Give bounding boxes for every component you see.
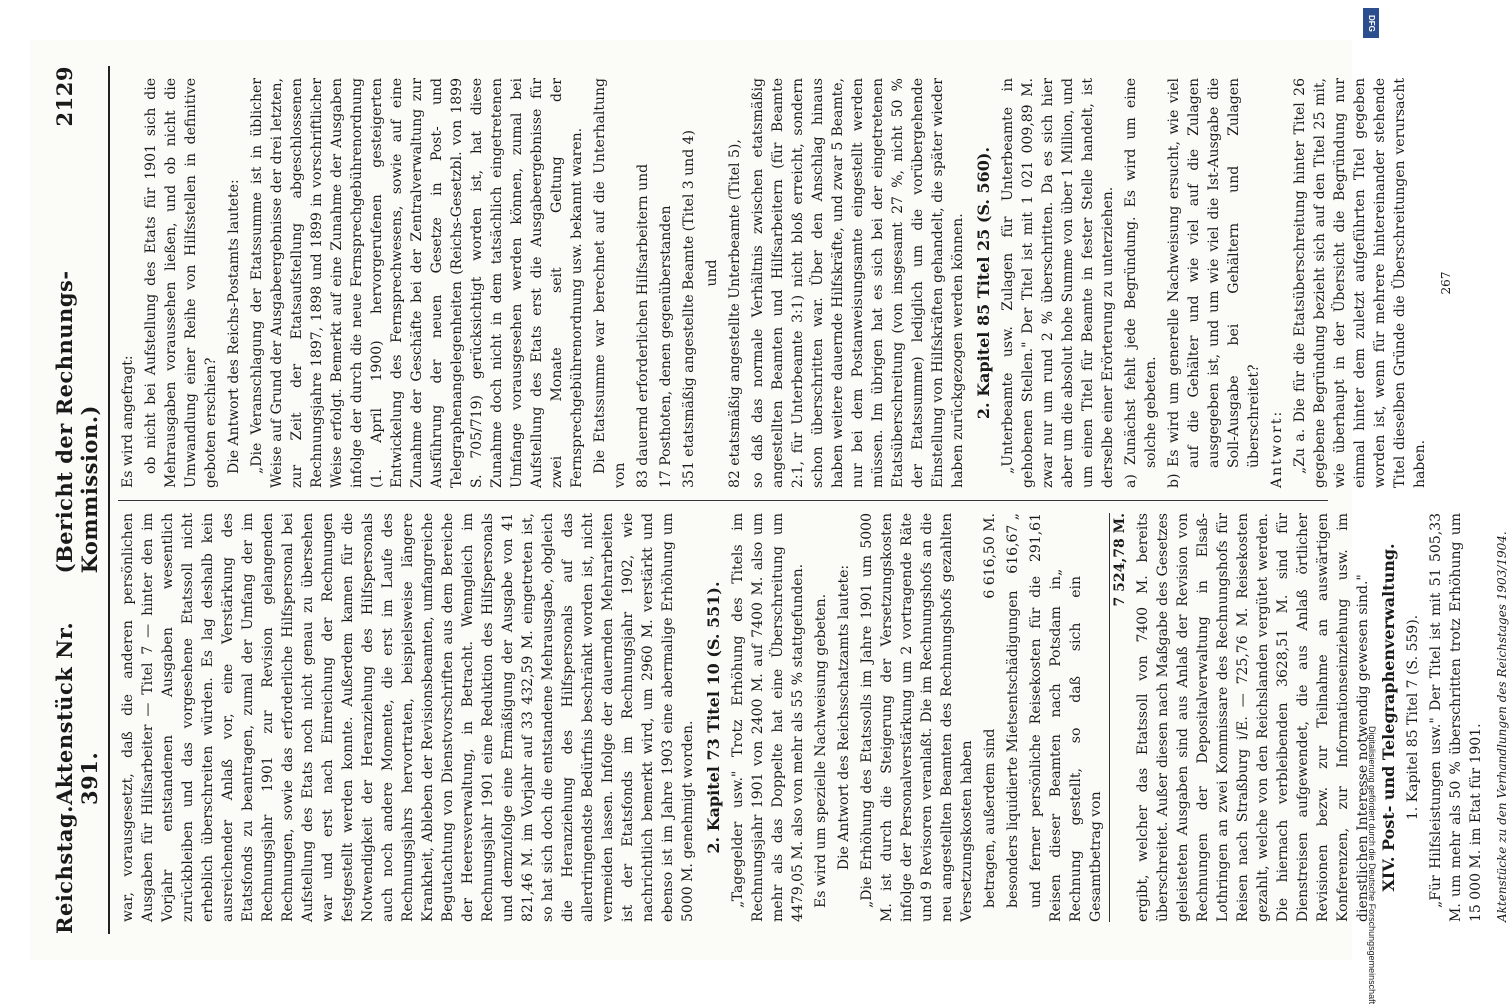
page-number: 2129 <box>52 66 77 127</box>
budget-item: 83 dauernd erforderlichen Hilfsarbeitern und <box>635 163 651 488</box>
right-paragraph: Die Etatssumme war berechnet auf die Unterhaltung von <box>592 78 628 488</box>
footer-sheet-number: 267 <box>1439 271 1453 295</box>
figure-value: 291,61 „ <box>1028 513 1064 576</box>
figure-total-value: 7 524,78 M. <box>1112 513 1128 607</box>
figure-row <box>1026 513 1106 922</box>
budget-list <box>633 78 745 488</box>
figure-value: 616,67 „ <box>1005 513 1021 574</box>
budget-item: 82 etatsmäßig angestellte Unterbeamte (Titel 5), <box>727 139 743 488</box>
left-paragraph: „Tagegelder usw." Trotz Erhöhung des Titels im Rechnungsjahr 1901 von 2400 M. auf 7400 M. also um mehr als das Doppelte hat eine Überschreitung um 4479,05 M. also von mehr als 55 % stattgefunden. <box>730 513 806 922</box>
section-heading-post-telegraph: XIV. Post- und Telegraphenverwaltung. <box>1379 543 1398 892</box>
figure-total-row <box>1109 513 1130 922</box>
page-header <box>52 66 110 934</box>
footer-left: Aktenstücke zu den Verhandlungen des Reichstages 1903/1904. <box>1495 531 1509 922</box>
right-paragraph: „Zu a. Die für die Etatsüberschreitung hinter Titel 26 gegebene Begründung bezieht sich auf den Titel 25 mit, wie überhaupt in der Übersicht die Begründung nur einmal hinter dem zuletzt aufgeführten Titel gegeben worden ist, wenn für mehrere hintereinander stehende Titel dieselben Gründe die Überschreitungen verursacht haben. <box>1292 78 1428 488</box>
header-center: Aktenstück Nr. 391. <box>52 621 102 806</box>
budget-item: 351 etatsmäßig angestellte Beamte (Titel 3 und 4) <box>681 130 697 488</box>
right-paragraph: Die Antwort des Reichs-Postamts lautete: <box>226 179 242 474</box>
right-paragraph: so daß das normale Verhältnis zwischen etatsmäßig angestellten Beamten und Hilfsarbeitern (für Beamte 2:1, für Unterbeamte 3:1) nicht bloß erreicht, sondern schon überschritten war. Über den Anschlag hinaus haben weitere dauernde Hilfskräfte, und zwar 5 Beamte, nur bei dem Postanweisungsamte eingestellt werden müssen. Im übrigen hat es sich bei der eingetretenen Etatsüberschreitung (von insgesamt 27 %, nicht 50 % der Etatssumme) lediglich um die vorübergehende Einstellung von Hilfskräften gehandelt, die später wieder haben zurückgezogen werden können. <box>750 78 966 488</box>
question-point: a) Zunächst fehlt jede Begründung. Es wird um eine solche gebeten. <box>1123 78 1159 488</box>
header-left: Reichstag. <box>52 805 77 934</box>
answer-label: Antwort: <box>1269 409 1285 488</box>
left-paragraph: „Die Erhöhung des Etatssolls im Jahre 1901 um 5000 M. ist durch die Steigerung der Versetzungskosten infolge der Personalverstärkung um 2 vortragende Räte und 9 Revisoren veranlaßt. Die im Rechnungshofs an die neu angestellten Beamten des Rechnungshofs gezahlten Versetzungskosten haben <box>859 513 975 922</box>
header-right: (Bericht der Rechnungs-Kommission.) <box>52 270 102 574</box>
figure-table <box>980 513 1130 922</box>
digitization-note: Digitalisierung gefördert durch die Deutsche Forschungsgemeinschaft <box>1367 725 1377 1004</box>
left-paragraph: Es wird um spezielle Nachweisung gebeten. <box>813 593 829 908</box>
right-paragraph: „Unterbeamte usw. Zulagen für Unterbeamte in gehobenen Stellen." Der Titel ist mit 1 021 009,89 M. zwar nur um rund 2 % überschritten. Da es sich hier aber um die absolut hohe Summe von über 1 Million, und um einen Titel für Beamte in fester Stelle handelt, ist derselbe einer Erörterung zu unterziehen. <box>1000 78 1116 488</box>
right-paragraph: „Die Veranschlagung der Etatssumme ist in üblicher Weise auf Grund der Ausgabeergebnisse der drei letzten, zur Zeit der Etatsaufstellung abgeschlossenen Rechnungsjahre 1897, 1898 und 1899 in vorschriftlicher Weise erfolgt. Bemerkt auf eine Zunahme der Ausgaben infolge der durch die neue Fernsprechgebührenordnung (1. April 1900) hervorgerufenen gesteigerten Entwickelung des Fernsprechwesens, sowie auf eine Zunahme der Geschäfte bei der Zentralverwaltung zur Ausführung der neuen Gesetze in Post- und Telegraphenangelegenheiten (Reichs-Gesetzbl. von 1899 S. 705/719) gerücksichtigt worden ist, hat diese Zunahme doch nicht in dem tatsächlich eingetretenen Umfange vorausgesehen werden können, zumal bei Aufstellung des Etats erst die Ausgabeergebnisse für zwei Monate seit Geltung der Fernsprechgebührenordnung usw. bekannt waren. <box>249 78 585 488</box>
budget-item: 17 Posthoten, denen gegenüberstanden <box>658 205 674 488</box>
left-paragraph: Die Antwort des Reichsschatzamts lautete: <box>836 564 852 871</box>
figure-value: 6 616,50 M. <box>982 513 998 599</box>
dfg-logo: DFG <box>1363 8 1379 38</box>
left-paragraph: war, vorausgesetzt, daß die anderen persönlichen Ausgaben für Hilfsarbeiter — Titel 7 — hinter den im Vorjahr entstandenen Ausgaben wesentlich zurückbleiben und das vorgesehene Etatssoll nicht erheblich überschreiten würden. Es lag deshalb kein ausreichender Anlaß vor, eine Verstärkung des Etatsfonds zu beantragen, zumal der Umfang der im Rechnungsjahr 1901 zur Revision gelangenden Rechnungen, sowie das erforderliche Hilfspersonal bei Aufstellung des Etats noch nicht genau zu übersehen war und erst nach Einreichung der Rechnungen festgestellt werden konnte. Außerdem kamen für die Notwendigkeit der Heranziehung des Hilfspersonals auch noch andere Momente, die erst im Laufe des Rechnungsjahrs hervortraten, beispielsweise längere Krankheit, Ableben der Revisionsbeamten, umfangreiche Begutachtung von Dienstvorschriften aus dem Bereiche der Heeresverwaltung, in Betracht. Wenngleich im Rechnungsjahr 1901 eine Reduktion des Hilfspersonals und demzufolge eine Ermäßigung der Ausgabe von 41 821,46 M. im Vorjahr auf 33 432,59 M. eingetreten ist, so hat sich doch die entstandene Mehrausgabe, obgleich die Heranziehung des Hilfspersonals auf das allerdringendste Bedürfnis beschränkt worden ist, nicht vermeiden lassen. Infolge der dauernden Mehrarbeiten ist der Etatsfonds im Rechnungsjahr 1902, wie nachrichtlich bemerkt wird, um 2960 M. verstärkt und ebenso ist im Jahre 1903 eine abermalige Erhöhung um 5000 M. genehmigt worden. <box>120 513 696 922</box>
right-paragraph: Es wird angefragt: <box>120 355 136 488</box>
figure-row <box>1003 513 1023 922</box>
section-heading-kapitel-85: 2. Kapitel 85 Titel 25 (S. 560). <box>974 146 993 420</box>
left-paragraph: „Für Hilfsleistungen usw." Der Titel ist mit 51 505,33 M. um mehr als 50 % überschritten trotz Erhöhung um 15 000 M. im Etat für 1901. <box>1428 513 1484 922</box>
budget-item: und <box>704 259 720 287</box>
left-paragraph: ergibt, welcher das Etatssoll von 7400 M. bereits überschreitet. Außer diesen nach Maßgabe des Gesetzes geleisteten Ausgaben sind aus Anlaß der Revision von Rechnungen der Depositalverwaltung in Elsaß-Lothringen an zwei Kommissare des Rechnungshofs für Reisen nach Straßburg i/E. — 725,76 M. Reisekosten gezahlt, welche von den Reichslanden vergütet werden. Die hiernach verbleibenden 3628,51 M. sind für Dienstreisen aufgewendet, die aus Anlaß örtlicher Revisionen bezw. zur Teilnahme an auswärtigen Konferenzen, zur Informationseinziehung usw. im dienstlichen Interesse notwendig gewesen sind." <box>1135 513 1371 922</box>
figure-label: betragen, außerdem sind <box>982 728 998 908</box>
figure-label: und ferner persönliche Reisekosten für die Reisen dieser Beamten nach Potsdam in Rechnung gestellt, so daß sich ein Gesamtbetrag von <box>1028 576 1104 922</box>
figure-label: besonders liquidierte Mietsentschädigungen <box>1005 590 1021 908</box>
right-column <box>118 66 1453 500</box>
question-points <box>1121 78 1264 488</box>
question-point: b) Es wird um generelle Nachweisung ersucht, wie viel auf die Gehälter und wie viel auf die Zulagen ausgegeben ist, und um wie viel die Ist-Ausgabe die Soll-Ausgabe bei Gehältern und Zulagen überschreitet? <box>1166 78 1262 488</box>
section-heading-kapitel-73: 2. Kapitel 73 Titel 10 (S. 551). <box>704 581 723 854</box>
figure-row <box>980 513 1000 922</box>
right-paragraph: ob nicht bei Aufstellung des Etats für 1901 sich die Mehrausgaben voraussehen ließen, und ob nicht die Umwandlung einer Reihe von Hilfsstellen in definitive geboten erschien? <box>143 78 219 488</box>
subsection-heading: 1. Kapitel 85 Titel 7 (S. 559). <box>1405 614 1421 821</box>
